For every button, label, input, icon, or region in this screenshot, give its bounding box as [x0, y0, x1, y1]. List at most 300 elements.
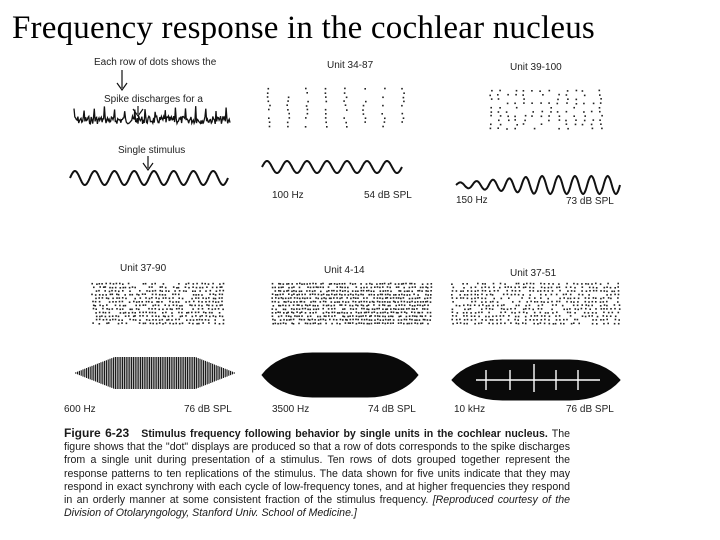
spike-dot: [159, 322, 161, 324]
spike-dot: [322, 308, 324, 310]
spike-dot: [382, 319, 384, 321]
spike-dot: [331, 305, 333, 307]
spike-dot: [95, 298, 97, 300]
spike-dot: [163, 297, 165, 299]
spike-dot: [176, 305, 178, 307]
spike-dot: [282, 294, 284, 296]
spike-dot: [344, 316, 346, 318]
spike-dot: [372, 301, 374, 303]
spike-dot: [575, 119, 577, 121]
spike-dot: [165, 312, 167, 314]
spike-dot: [331, 308, 333, 310]
spike-dot: [363, 301, 365, 303]
spike-dot: [317, 298, 319, 300]
unit-label: Unit 4-14: [324, 265, 365, 276]
spike-dot: [603, 301, 605, 303]
spike-dot: [417, 290, 419, 292]
spike-dot: [550, 107, 552, 109]
spike-dot: [505, 311, 507, 313]
spike-dot: [573, 322, 575, 324]
spike-dot: [515, 94, 517, 96]
spike-dot: [304, 301, 306, 303]
spike-dot: [334, 294, 336, 296]
spike-dot: [96, 319, 98, 321]
spike-dot: [333, 290, 335, 292]
spike-dot: [148, 301, 150, 303]
spike-dot: [566, 283, 568, 285]
spike-dot: [119, 297, 121, 299]
spike-dot: [272, 319, 274, 321]
spike-dot: [296, 316, 298, 318]
spike-dot: [355, 290, 357, 292]
spike-dot: [134, 287, 136, 289]
spike-dot: [218, 308, 220, 310]
spike-dot: [581, 290, 583, 292]
spike-dot: [133, 319, 135, 321]
spike-dot: [422, 301, 424, 303]
spike-dot: [344, 312, 346, 314]
spike-dot: [305, 126, 307, 128]
spike-dot: [404, 305, 406, 307]
spike-dot: [504, 323, 506, 325]
spike-dot: [412, 286, 414, 288]
spike-dot: [363, 113, 365, 115]
spike-dot: [334, 315, 336, 317]
spike-dot: [144, 293, 146, 295]
spike-dot: [342, 319, 344, 321]
spike-dot: [574, 287, 576, 289]
spike-dot: [452, 309, 454, 311]
spike-dot: [307, 113, 309, 115]
spike-dot: [304, 283, 306, 285]
spike-dot: [477, 297, 479, 299]
spike-dot: [573, 305, 575, 307]
spike-dot: [341, 304, 343, 306]
spike-dot: [287, 122, 289, 124]
spike-dot: [181, 308, 183, 310]
spike-dot: [310, 297, 312, 299]
spike-dot: [384, 118, 386, 120]
spike-dot: [416, 308, 418, 310]
spike-dot: [325, 88, 327, 90]
spike-dot: [427, 305, 429, 307]
spike-dot: [188, 312, 190, 314]
spike-dot: [164, 316, 166, 318]
spike-dot: [341, 297, 343, 299]
spike-dot: [172, 294, 174, 296]
spike-dot: [344, 290, 346, 292]
spike-dot: [403, 117, 405, 119]
spike-dot: [506, 111, 508, 113]
spike-dot: [296, 301, 298, 303]
spike-dot: [320, 283, 322, 285]
spike-dot: [425, 315, 427, 317]
spike-dot: [285, 298, 287, 300]
spike-dot: [530, 283, 532, 285]
spike-dot: [206, 304, 208, 306]
spike-dot: [293, 319, 295, 321]
spike-dot: [360, 283, 362, 285]
spike-dot: [146, 319, 148, 321]
spike-dot: [149, 319, 151, 321]
spike-dot: [460, 322, 462, 324]
spike-dot: [412, 298, 414, 300]
spike-dot: [325, 109, 327, 111]
spike-dot: [595, 283, 597, 285]
spike-dot: [384, 88, 386, 90]
spike-dot: [584, 312, 586, 314]
spike-dot: [179, 323, 181, 325]
spike-dot: [368, 290, 370, 292]
spike-dot: [466, 283, 468, 285]
spike-dot: [328, 290, 330, 292]
spike-dot: [411, 301, 413, 303]
spike-dot: [490, 115, 492, 117]
spike-dot: [122, 283, 124, 285]
spike-dot: [326, 294, 328, 296]
spike-dot: [582, 294, 584, 296]
spike-dot: [294, 315, 296, 317]
spike-dot: [143, 304, 145, 306]
spike-dot: [581, 304, 583, 306]
spike-dot: [488, 316, 490, 318]
spike-dot: [600, 98, 602, 100]
spike-dot: [556, 294, 558, 296]
spike-dot: [342, 301, 344, 303]
spike-dot: [193, 294, 195, 296]
spike-dot: [525, 115, 527, 117]
spike-dot: [532, 111, 534, 113]
spike-dot: [404, 301, 406, 303]
spike-dot: [205, 312, 207, 314]
spike-dot: [398, 319, 400, 321]
spike-dot: [566, 111, 568, 113]
spike-dot: [136, 294, 138, 296]
spike-dot: [559, 286, 561, 288]
spike-dot: [296, 308, 298, 310]
spike-dot: [346, 319, 348, 321]
spike-dot: [175, 294, 177, 296]
spike-dot: [614, 287, 616, 289]
spike-dot: [123, 305, 125, 307]
spike-dot: [175, 323, 177, 325]
spike-dot: [505, 286, 507, 288]
spike-dot: [544, 290, 546, 292]
spike-dot: [600, 298, 602, 300]
spike-dot: [274, 287, 276, 289]
frequency-label: 100 Hz: [272, 190, 304, 201]
spike-dot: [214, 323, 216, 325]
spike-dot: [198, 297, 200, 299]
spike-dot: [493, 298, 495, 300]
spike-dot: [293, 312, 295, 314]
spike-dot: [283, 322, 285, 324]
spike-dot: [427, 301, 429, 303]
spike-dot: [196, 319, 198, 321]
spike-dot: [547, 301, 549, 303]
spike-dot: [106, 304, 108, 306]
spike-dot: [95, 301, 97, 303]
spike-dot: [185, 290, 187, 292]
spike-dot: [374, 322, 376, 324]
spike-dot: [603, 315, 605, 317]
spike-dot: [549, 316, 551, 318]
spike-dot: [464, 319, 466, 321]
spike-dot: [575, 308, 577, 310]
spike-dot: [364, 121, 366, 123]
spike-dot: [95, 308, 97, 310]
spike-dot: [280, 305, 282, 307]
spike-dot: [559, 119, 561, 121]
spike-dot: [212, 301, 214, 303]
spike-dot: [475, 312, 477, 314]
spike-dot: [534, 297, 536, 299]
spike-dot: [417, 294, 419, 296]
spike-dot: [490, 128, 492, 130]
spike-dot: [149, 298, 151, 300]
spike-dot: [551, 301, 553, 303]
spike-dot: [116, 294, 118, 296]
spike-dot: [600, 301, 602, 303]
spike-dot: [297, 297, 299, 299]
spike-dot: [196, 287, 198, 289]
spike-dot: [508, 120, 510, 122]
spike-dot: [286, 315, 288, 317]
spike-dot: [533, 283, 535, 285]
spike-dot: [188, 283, 190, 285]
spike-dot: [221, 304, 223, 306]
spike-dot: [191, 312, 193, 314]
spike-dot: [427, 290, 429, 292]
spike-dot: [523, 309, 525, 311]
spike-dot: [499, 107, 501, 109]
spike-dot: [372, 308, 374, 310]
spike-dot: [427, 319, 429, 321]
spike-dot: [574, 297, 576, 299]
spike-dot: [510, 308, 512, 310]
spike-dot: [600, 290, 602, 292]
spike-dot: [115, 305, 117, 307]
spike-dot: [357, 305, 359, 307]
spike-dot: [139, 290, 141, 292]
spike-dot: [380, 319, 382, 321]
spike-dot: [485, 290, 487, 292]
spike-dot: [477, 294, 479, 296]
spike-dot: [145, 323, 147, 325]
spike-dot: [165, 294, 167, 296]
spike-dot: [471, 290, 473, 292]
spike-dot: [596, 323, 598, 325]
spike-dot: [369, 319, 371, 321]
spike-dot: [92, 301, 94, 303]
spike-dot: [287, 126, 289, 128]
spike-dot: [380, 290, 382, 292]
spike-dot: [517, 319, 519, 321]
spike-dot: [411, 283, 413, 285]
spike-dot: [366, 308, 368, 310]
spike-dot: [497, 94, 499, 96]
spike-dot: [289, 305, 291, 307]
spike-dot: [350, 308, 352, 310]
spike-dot: [536, 319, 538, 321]
spike-dot: [385, 290, 387, 292]
spike-dot: [278, 316, 280, 318]
spike-dot: [397, 312, 399, 314]
spike-dot: [165, 297, 167, 299]
spike-dot: [293, 309, 295, 311]
spike-dot: [489, 308, 491, 310]
spike-dot: [150, 323, 152, 325]
spike-dot: [604, 304, 606, 306]
spike-dot: [201, 315, 203, 317]
level-label: 54 dB SPL: [364, 190, 412, 201]
spike-dot: [363, 305, 365, 307]
spike-dot: [529, 290, 531, 292]
spike-dot: [398, 316, 400, 318]
spike-dot: [301, 311, 303, 313]
spike-dot: [286, 319, 288, 321]
spike-dot: [293, 301, 295, 303]
spike-dot: [475, 301, 477, 303]
unit-label: Unit 39-100: [510, 62, 562, 73]
spike-dot: [592, 323, 594, 325]
spike-dot: [362, 315, 364, 317]
spike-dot: [500, 315, 502, 317]
schematic-label-stimulus: Single stimulus: [118, 145, 186, 156]
spike-dot: [161, 286, 163, 288]
spike-dot: [299, 308, 301, 310]
spike-dot: [503, 315, 505, 317]
spike-dot: [360, 294, 362, 296]
spike-dot: [275, 312, 277, 314]
spike-dot: [425, 294, 427, 296]
spike-dot: [550, 111, 552, 113]
spike-dot: [577, 305, 579, 307]
spike-dot: [373, 297, 375, 299]
spike-dot: [462, 283, 464, 285]
spike-dot: [213, 315, 215, 317]
spike-dot: [514, 319, 516, 321]
spike-dot: [357, 290, 359, 292]
spike-dot: [462, 290, 464, 292]
spike-dot: [488, 305, 490, 307]
spike-dot: [96, 290, 98, 292]
spike-dot: [101, 315, 103, 317]
spike-dot: [205, 301, 207, 303]
spike-dot: [304, 294, 306, 296]
spike-dot: [548, 115, 550, 117]
spike-dot: [350, 294, 352, 296]
spike-dot: [514, 103, 516, 105]
spike-dot: [618, 290, 620, 292]
spike-dot: [585, 308, 587, 310]
spike-dot: [310, 287, 312, 289]
spike-dot: [352, 315, 354, 317]
spike-dot: [208, 322, 210, 324]
spike-dot: [189, 322, 191, 324]
spike-dot: [115, 319, 117, 321]
spike-dot: [368, 309, 370, 311]
spike-dot: [287, 100, 289, 102]
spike-dot: [385, 297, 387, 299]
spike-dot: [396, 312, 398, 314]
spike-dot: [158, 316, 160, 318]
spike-dot: [460, 290, 462, 292]
spike-dot: [596, 290, 598, 292]
spike-dot: [357, 297, 359, 299]
spike-dot: [382, 298, 384, 300]
spike-dot: [103, 286, 105, 288]
spike-dot: [275, 294, 277, 296]
spike-dot: [548, 287, 550, 289]
spike-dot: [346, 312, 348, 314]
spike-dot: [619, 304, 621, 306]
spike-dot: [463, 312, 465, 314]
spike-dot: [596, 319, 598, 321]
spike-dot: [195, 297, 197, 299]
spike-dot: [138, 301, 140, 303]
spike-dot: [529, 297, 531, 299]
spike-dot: [112, 319, 114, 321]
spike-dot: [339, 312, 341, 314]
spike-dot: [421, 290, 423, 292]
spike-dot: [552, 290, 554, 292]
spike-dot: [99, 283, 101, 285]
spike-dot: [309, 294, 311, 296]
spike-dot: [286, 283, 288, 285]
spike-dot: [371, 290, 373, 292]
dot-raster: [267, 88, 405, 128]
spike-dot: [500, 323, 502, 325]
spike-dot: [382, 301, 384, 303]
spike-dot: [486, 294, 488, 296]
spike-dot: [312, 319, 314, 321]
spike-dot: [223, 323, 225, 325]
spike-dot: [152, 305, 154, 307]
spike-dot: [121, 322, 123, 324]
spike-dot: [409, 294, 411, 296]
spike-dot: [269, 126, 271, 128]
spike-dot: [373, 291, 375, 293]
spike-dot: [382, 316, 384, 318]
spike-dot: [175, 319, 177, 321]
spike-dot: [452, 315, 454, 317]
spike-dot: [283, 312, 285, 314]
spike-dot: [589, 290, 591, 292]
spike-dot: [592, 301, 594, 303]
spike-dot: [549, 90, 551, 92]
spike-dot: [591, 305, 593, 307]
spike-dot: [379, 301, 381, 303]
spike-dot: [398, 308, 400, 310]
spike-dot: [459, 294, 461, 296]
spike-dot: [318, 319, 320, 321]
spike-dot: [606, 308, 608, 310]
spike-dot: [124, 294, 126, 296]
spike-dot: [213, 293, 215, 295]
spike-dot: [425, 290, 427, 292]
spike-dot: [119, 305, 121, 307]
spike-dot: [179, 305, 181, 307]
spike-dot: [411, 291, 413, 293]
spike-dot: [162, 319, 164, 321]
spike-dot: [373, 301, 375, 303]
spike-dot: [317, 305, 319, 307]
spike-dot: [346, 297, 348, 299]
spike-dot: [352, 290, 354, 292]
spike-dot: [420, 301, 422, 303]
spike-dot: [398, 286, 400, 288]
